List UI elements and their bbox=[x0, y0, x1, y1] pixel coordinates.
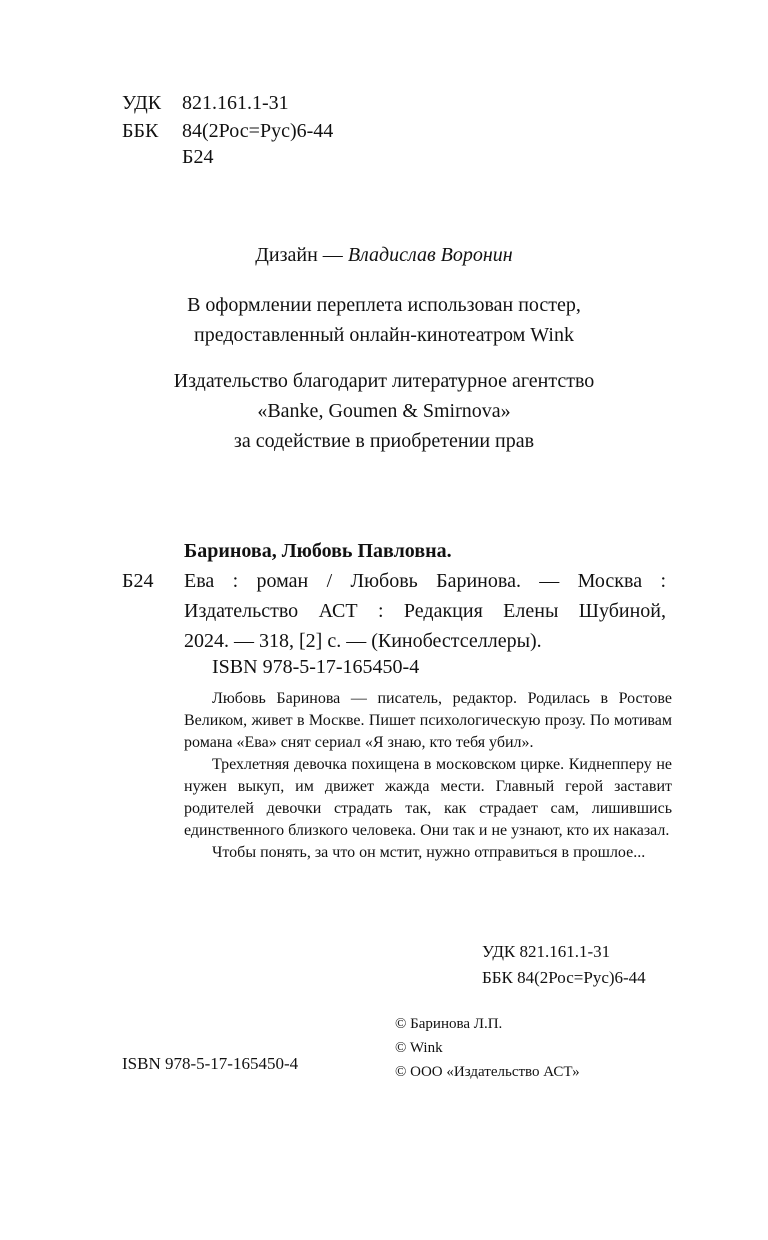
footer-udk: УДК 821.161.1-31 bbox=[482, 942, 611, 961]
designer-name: Владислав Воронин bbox=[347, 244, 513, 266]
bib-isbn: ISBN 978-5-17-165450-4 bbox=[212, 656, 420, 678]
design-label: Дизайн — bbox=[255, 244, 343, 266]
annotation-p3: Чтобы понять, за что он мстит, нужно отправиться в прошлое... bbox=[212, 844, 646, 861]
udk-line bbox=[122, 92, 289, 115]
footer-bbk: ББК 84(2Рос=Рус)6-44 bbox=[482, 968, 646, 987]
bib-line-2: Издательство АСТ : Редакция Елены Шубиной, bbox=[184, 600, 666, 622]
udk-label: УДК bbox=[122, 92, 162, 114]
thanks-line-3: за содействие в приобретении прав bbox=[233, 430, 535, 452]
thanks-line-1: Издательство благодарит литературное агентство bbox=[173, 370, 595, 392]
footer-isbn: ISBN 978-5-17-165450-4 bbox=[122, 1054, 299, 1073]
poster-line-2: предоставленный онлайн-кинотеатром Wink bbox=[194, 324, 574, 346]
agency-thanks bbox=[0, 366, 768, 456]
bib-record bbox=[184, 566, 666, 656]
copyright-author: © Баринова Л.П. bbox=[395, 1016, 503, 1032]
copyright-publisher: © ООО «Издательство АСТ» bbox=[395, 1064, 580, 1080]
author-sign: Б24 bbox=[182, 146, 214, 168]
design-credit bbox=[0, 240, 768, 270]
bib-line-1: Ева : роман / Любовь Баринова. — Москва : bbox=[184, 570, 666, 592]
copyright-wink: © Wink bbox=[395, 1040, 443, 1056]
poster-line-1: В оформлении переплета использован постер, bbox=[187, 294, 581, 316]
bbk-label: ББК bbox=[122, 120, 159, 142]
annotation-p2: Трехлетняя девочка похищена в московском цирке. Киднепперу не нужен выкуп, им движет жажда мести. Главный герой заставит родителей девочки страдать так, как страдает сам, лишившись единственного близкого человека. Они так и не узнают, кто их наказал. bbox=[184, 756, 672, 839]
bib-line-3: 2024. — 318, [2] с. — (Кинобестселлеры). bbox=[184, 630, 542, 652]
annotation bbox=[184, 688, 672, 864]
poster-credit bbox=[0, 290, 768, 350]
copyright-block bbox=[395, 1012, 580, 1084]
bib-sign: Б24 bbox=[122, 570, 154, 592]
bbk-line bbox=[122, 120, 333, 143]
thanks-line-2: «Banke, Goumen & Smirnova» bbox=[257, 400, 511, 422]
udk-value: 821.161.1-31 bbox=[182, 92, 289, 114]
bib-author: Баринова, Любовь Павловна. bbox=[184, 540, 452, 562]
bbk-value: 84(2Рос=Рус)6-44 bbox=[182, 120, 334, 142]
annotation-p1: Любовь Баринова — писатель, редактор. Родилась в Ростове Великом, живет в Москве. Пишет психологическую прозу. По мотивам романа «Ева» снят сериал «Я знаю, кто тебя убил». bbox=[184, 690, 672, 751]
